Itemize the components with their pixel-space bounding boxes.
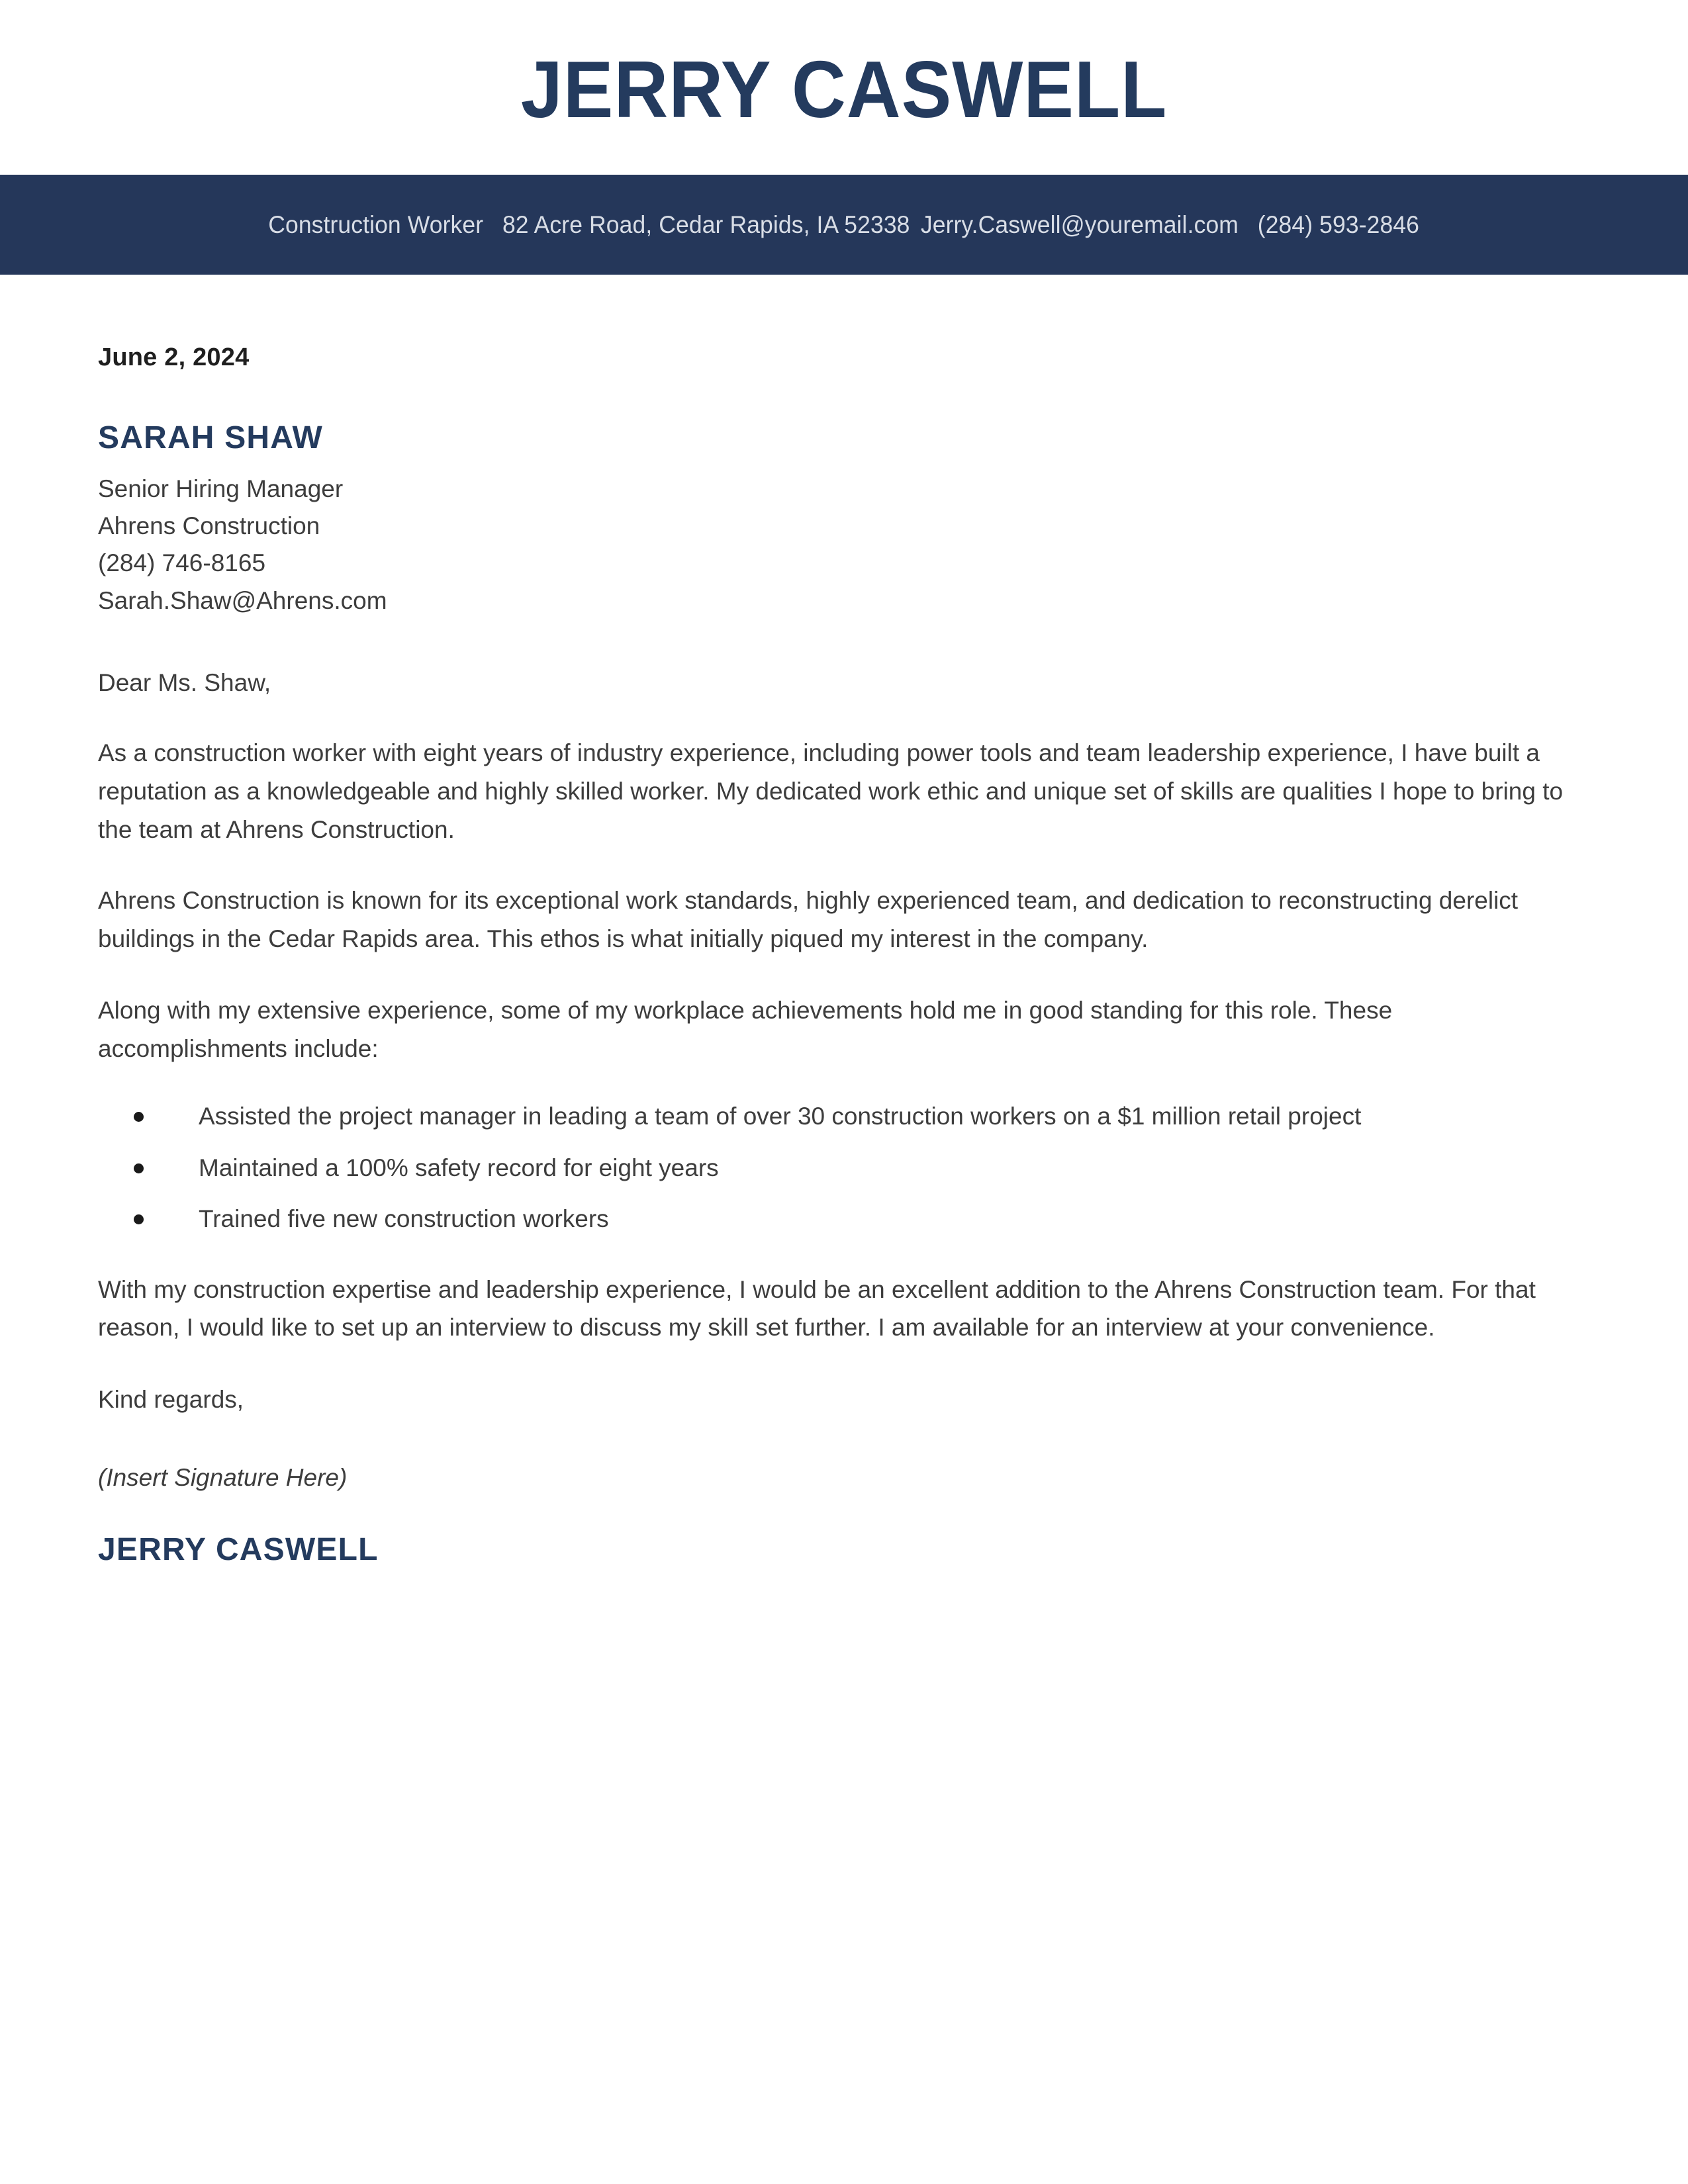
contact-address: 82 Acre Road, Cedar Rapids, IA 52338 <box>502 211 910 238</box>
recipient-phone: (284) 746-8165 <box>98 549 266 577</box>
signer-name: JERRY CASWELL <box>98 1532 379 1568</box>
contact-line <box>269 212 1420 237</box>
body-paragraph-1: As a construction worker with eight years of industry experience, including power tools and team leadership experience, I have built a reputation as a knowledgeable and highly skilled worker. My dedicated work ethic and unique set of skills are qualities I hope to bring to the team at Ahrens Construction. <box>98 739 1564 843</box>
name-banner <box>0 0 1688 175</box>
body-paragraph-3: Along with my extensive experience, some of my workplace achievements hold me in good standing for this role. These accomplishments include: <box>98 996 1393 1062</box>
letter-date: June 2, 2024 <box>98 343 250 371</box>
salutation: Dear Ms. Shaw, <box>98 668 271 696</box>
bullet-icon <box>134 1163 144 1173</box>
contact-phone[interactable]: (284) 593-2846 <box>1258 211 1420 238</box>
recipient-block <box>98 421 1590 619</box>
candidate-name: JERRY CASWELL <box>520 44 1168 134</box>
achievement-text: Assisted the project manager in leading a team of over 30 construction workers on a $1 million retail project <box>199 1103 1362 1130</box>
list-item <box>98 1150 1590 1187</box>
list-item <box>98 1201 1590 1238</box>
recipient-company: Ahrens Construction <box>98 512 320 540</box>
achievement-text: Maintained a 100% safety record for eight years <box>199 1154 719 1181</box>
recipient-title: Senior Hiring Manager <box>98 475 344 502</box>
signature-placeholder: (Insert Signature Here) <box>98 1463 348 1491</box>
achievements-list <box>98 1098 1590 1238</box>
body-paragraph-2: Ahrens Construction is known for its exceptional work standards, highly experienced team, and dedication to reconstructing derelict buildings in the Cedar Rapids area. This ethos is what initially piqued my interest in the company. <box>98 887 1519 953</box>
recipient-email: Sarah.Shaw@Ahrens.com <box>98 586 387 614</box>
bullet-icon <box>134 1214 144 1224</box>
bullet-icon <box>134 1112 144 1122</box>
recipient-name: SARAH SHAW <box>98 420 324 455</box>
achievement-text: Trained five new construction workers <box>199 1205 609 1233</box>
contact-band <box>0 175 1688 275</box>
contact-email[interactable]: Jerry.Caswell@youremail.com <box>921 211 1239 238</box>
letterhead <box>0 0 1688 275</box>
list-item <box>98 1098 1590 1135</box>
letter-body <box>0 343 1688 1568</box>
sign-off: Kind regards, <box>98 1386 244 1414</box>
closing-paragraph: With my construction expertise and leadership experience, I would be an excellent addition to the Ahrens Construction team. For that reason, I would like to set up an interview to discuss my skill set further. I am available for an interview at your convenience. <box>98 1275 1536 1342</box>
contact-job-title: Construction Worker <box>268 211 484 238</box>
